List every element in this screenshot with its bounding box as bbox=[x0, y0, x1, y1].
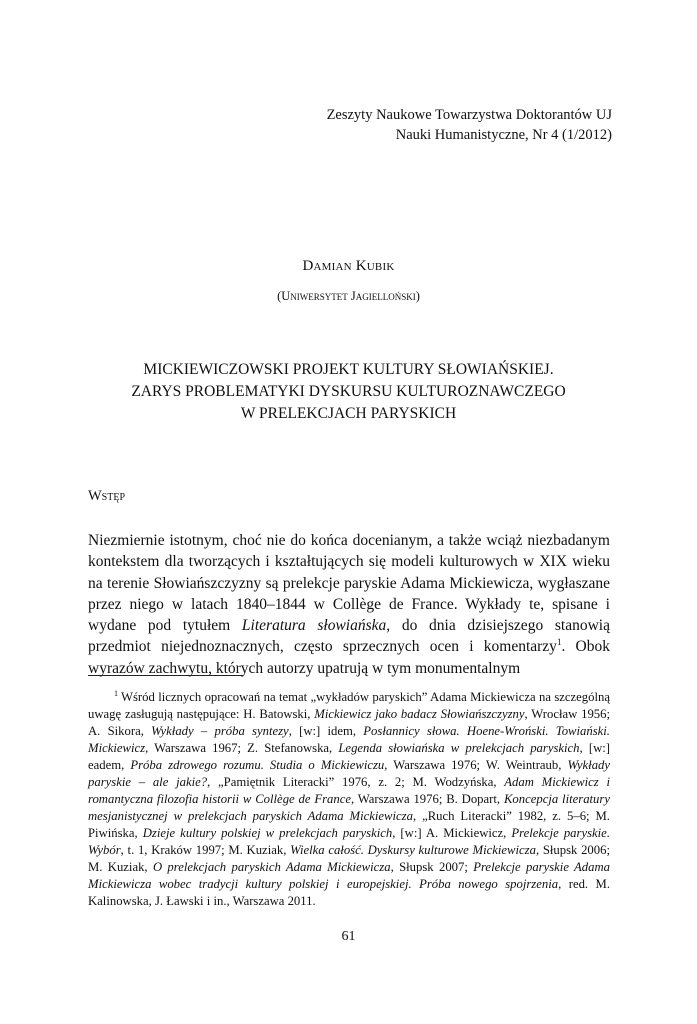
body-text-italic: Literatura słowiańska bbox=[241, 617, 387, 635]
title-line: ZARYS PROBLEMATYKI DYSKURSU KULTUROZNAWCZEGO bbox=[131, 383, 566, 400]
footnote-separator bbox=[88, 675, 243, 676]
footnote-citation-title: Mickiewicz jako badacz Słowiańszczyzny bbox=[314, 707, 525, 721]
footnote-citation-title: Prelekcje paryskie Adama Mickiewicza wobec tradycji kultury polskiej i europejskiej. Próba nowego spojrzenia bbox=[88, 860, 611, 891]
footnote-text-segment: , Warszawa 1967; Z. Stefanowska, bbox=[145, 741, 339, 755]
footnote-text bbox=[88, 690, 610, 908]
footnote-text-segment: , [w:] idem, bbox=[288, 724, 364, 738]
page-number: 61 bbox=[341, 929, 356, 944]
footnote-citation-title: Posłannicy słowa. Hoene-Wroński. Towiański. Mickiewicz bbox=[88, 724, 610, 755]
footnote-text-segment: , [w:] A. Mickiewicz, bbox=[392, 826, 512, 840]
footnote-reference[interactable]: 1 bbox=[556, 637, 562, 648]
article-title bbox=[0, 359, 697, 425]
footnote-text-segment: , Słupsk 2006; M. Kuziak, bbox=[88, 843, 610, 874]
footnote-text-segment: , Wrocław 1956; A. Sikora, bbox=[88, 707, 610, 738]
footnote-citation-title: Adam Mickiewicz i romantyczna filozofia historii w Collège de France bbox=[88, 775, 610, 806]
footnote-citation-title: Wielka całość. Dyskursy kulturowe Mickiewicza bbox=[290, 843, 536, 857]
body-paragraph bbox=[88, 530, 610, 679]
footnote-text-segment: , t. 1, Kraków 1997; M. Kuziak, bbox=[120, 843, 291, 857]
footnote-text-segment: , Słupsk 2007; bbox=[390, 860, 474, 874]
running-header bbox=[327, 105, 612, 145]
footnote-citation-title: Prelekcje paryskie. Wybór bbox=[88, 826, 610, 857]
footnote-citation-title: Próba zdrowego rozumu. Studia o Mickiewiczu bbox=[130, 758, 385, 772]
body-text: Niezmiernie istotnym, choć nie do końca docenianym, a także wciąż niezbadanym kontekstem dla tworzących i kształtujących się modeli kulturowych w XIX wieku na terenie Słowiańszczyzny są prelekcje paryskie Adama Mickiewicza, wygłaszane przez niego w latach 1840–1844 w Collège de France. Wykłady te, spisane i wydane pod tytułem bbox=[88, 532, 610, 635]
author-name: Damian Kubik bbox=[302, 258, 395, 274]
footnote-citation-title: O prelekcjach paryskich Adama Mickiewicza bbox=[152, 860, 391, 874]
footnote-citation-title: Dzieje kultury polskiej w prelekcjach paryskich bbox=[142, 826, 393, 840]
section-heading: Wstęp bbox=[88, 488, 126, 504]
title-line: W PRELEKCJACH PARYSKICH bbox=[240, 405, 457, 422]
author-affiliation: (Uniwersytet Jagielloński) bbox=[277, 289, 420, 303]
title-line: MICKIEWICZOWSKI PROJEKT KULTURY SŁOWIAŃSKIEJ. bbox=[143, 361, 554, 378]
footnote bbox=[88, 689, 610, 910]
journal-issue: Nauki Humanistyczne, Nr 4 (1/2012) bbox=[395, 127, 612, 143]
footnote-citation-title: Koncepcja literatury mesjanistycznej w prelekcjach paryskich Adama Mickiewicza bbox=[88, 792, 610, 823]
footnote-number: 1 bbox=[114, 688, 118, 698]
footnote-text-segment: , Warszawa 1976; W. Weintraub, bbox=[384, 758, 568, 772]
footnote-text-segment: , „Pamiętnik Literacki” 1976, z. 2; M. Wodzyńska, bbox=[207, 775, 505, 789]
footnote-text-segment: , „Ruch Literacki” 1982, z. 5–6; M. Piwińska, bbox=[88, 809, 610, 840]
footnote-text-segment: , red. M. Kalinowska, J. Ławski i in., Warszawa 2011. bbox=[88, 877, 611, 908]
footnote-citation-title: Legenda słowiańska w prelekcjach paryskich bbox=[338, 741, 580, 755]
journal-name: Zeszyty Naukowe Towarzystwa Doktorantów UJ bbox=[326, 107, 612, 123]
footnote-citation-title: Wykłady paryskie – ale jakie? bbox=[88, 758, 611, 789]
body-text: , do dnia dzisiejszego stanowią przedmiot niejednoznacznych, często sprzecznych ocen i komentarzy bbox=[88, 617, 610, 656]
footnote-text-segment: , Warszawa 1976; B. Dopart, bbox=[350, 792, 504, 806]
footnote-text-segment: Wśród licznych opracowań na temat „wykładów paryskich” Adama Mickiewicza na szczególną uwagę zasługują następujące: H. Batowski, bbox=[88, 690, 610, 721]
footnote-text-segment: , [w:] eadem, bbox=[88, 741, 610, 772]
footnote-citation-title: Wykłady – próba syntezy bbox=[151, 724, 289, 738]
body-text: . Obok wyrazów zachwytu, których autorzy upatrują w tym monumentalnym bbox=[88, 638, 610, 677]
